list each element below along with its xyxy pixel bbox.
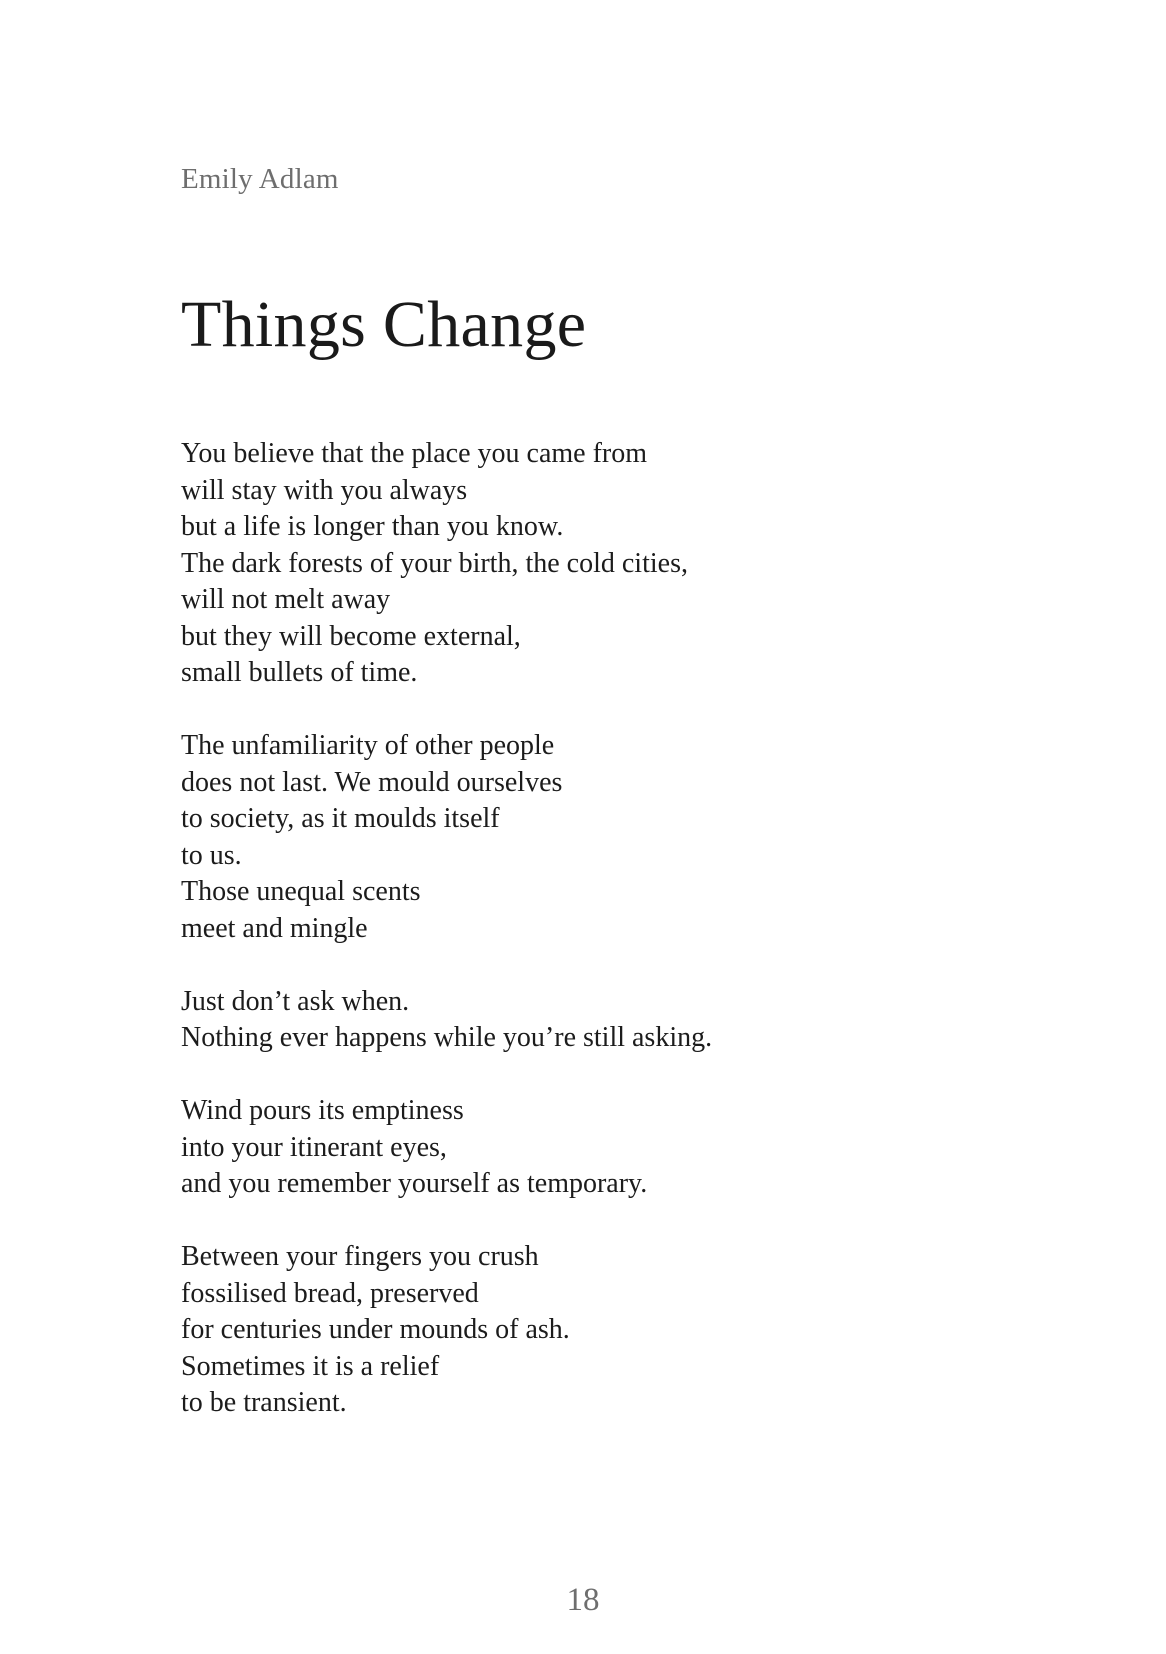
poem-line: will not melt away bbox=[181, 584, 391, 615]
poem-line: Sometimes it is a relief bbox=[181, 1350, 440, 1382]
stanza-3 bbox=[181, 984, 1001, 1057]
poem-line: to us. bbox=[181, 839, 242, 871]
poem-line: The dark forests of your birth, the cold cities, bbox=[181, 547, 688, 579]
poem-line: fossilised bread, preserved bbox=[181, 1277, 479, 1309]
poem-line: but a life is longer than you know. bbox=[181, 511, 564, 542]
stanza-5 bbox=[181, 1239, 1001, 1422]
poem-line: does not last. We mould ourselves bbox=[181, 766, 563, 798]
poem-line: small bullets of time. bbox=[181, 657, 418, 688]
poem-line: The unfamiliarity of other people bbox=[181, 730, 555, 761]
poem-line: but they will become external, bbox=[181, 620, 521, 652]
poem-line: meet and mingle bbox=[181, 912, 368, 944]
poem-title: Things Change bbox=[181, 288, 587, 361]
poem-line: to society, as it moulds itself bbox=[181, 803, 500, 834]
stanza-1 bbox=[181, 436, 1001, 692]
stanza-4 bbox=[181, 1093, 1001, 1203]
poem-line: to be transient. bbox=[181, 1387, 347, 1418]
poem-line: Those unequal scents bbox=[181, 876, 421, 907]
poem-line: and you remember yourself as temporary. bbox=[181, 1168, 648, 1199]
poem-body bbox=[181, 436, 1001, 1458]
poem-line: Just don’t ask when. bbox=[181, 985, 410, 1017]
poem-line: Between your fingers you crush bbox=[181, 1241, 539, 1272]
page-number: 18 bbox=[566, 1582, 600, 1618]
stanza-2 bbox=[181, 728, 1001, 947]
author-name: Emily Adlam bbox=[181, 163, 339, 195]
poem-line: will stay with you always bbox=[181, 474, 468, 506]
poem-line: for centuries under mounds of ash. bbox=[181, 1314, 570, 1345]
poem-line: You believe that the place you came from bbox=[181, 438, 648, 469]
poem-line: Nothing ever happens while you’re still asking. bbox=[181, 1022, 713, 1053]
poem-line: into your itinerant eyes, bbox=[181, 1131, 447, 1163]
poem-line: Wind pours its emptiness bbox=[181, 1095, 464, 1126]
